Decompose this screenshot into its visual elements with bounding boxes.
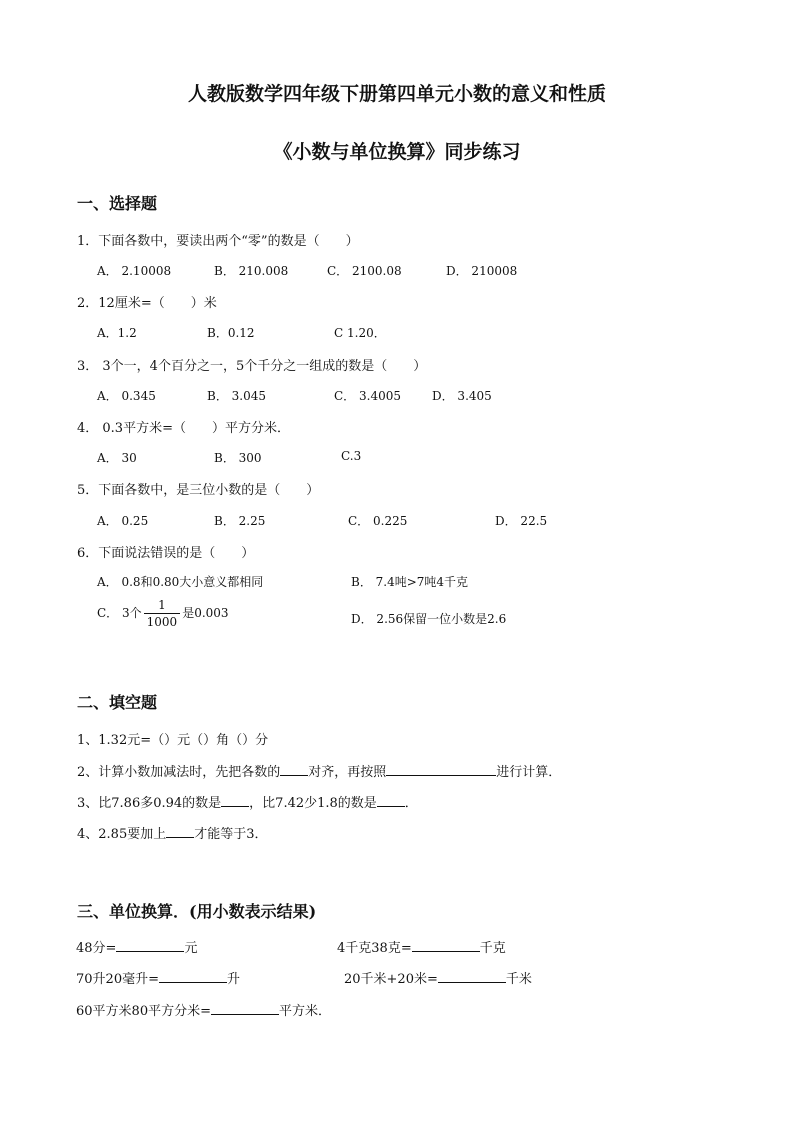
conversion-minutes-to-yuan xyxy=(76,937,197,956)
conversion-unit: 平方米． xyxy=(278,1004,331,1019)
q3-option-d: D． 3.405 xyxy=(432,389,492,403)
q6-option-d: D． 2.56保留一位小数是2.6 xyxy=(351,612,507,626)
answer-blank[interactable] xyxy=(159,970,227,983)
conversion-unit: 千克 xyxy=(479,941,506,956)
conversion-label: 20千米+20米= xyxy=(344,972,438,987)
answer-blank[interactable] xyxy=(438,970,506,983)
answer-blank[interactable] xyxy=(116,939,184,952)
conversion-label: 70升20毫升= xyxy=(76,972,159,987)
conversion-km-m xyxy=(344,968,532,987)
question-6-stem: 6．下面说法错误的是（ ） xyxy=(77,546,255,561)
q4-option-b: B． 300 xyxy=(214,451,262,465)
answer-blank[interactable] xyxy=(280,763,308,776)
question-5-stem: 5．下面各数中，是三位小数的是（ ） xyxy=(77,483,320,498)
q6-option-c-prefix: C． 3个 xyxy=(97,606,142,620)
q6-option-c-suffix: 是0.003 xyxy=(182,606,229,620)
question-3-stem: 3． 3个一，4个百分之一，5个千分之一组成的数是（ ） xyxy=(77,359,427,374)
question-2-stem: 2．12厘米=（ ）米 xyxy=(77,296,217,311)
conversion-unit: 升 xyxy=(226,972,240,987)
fill-question-3 xyxy=(77,792,418,811)
answer-blank[interactable] xyxy=(377,794,405,807)
fill-question-2-part-a: 2、计算小数加减法时，先把各数的 xyxy=(77,765,281,780)
conversion-unit: 千米 xyxy=(505,972,532,987)
fill-question-1: 1、1.32元=（）元（）角（）分 xyxy=(77,733,269,748)
conversion-label: 4千克38克= xyxy=(337,941,412,956)
fraction-numerator: 1 xyxy=(144,597,181,614)
q1-option-d: D． 210008 xyxy=(446,264,518,278)
fraction xyxy=(144,597,181,630)
conversion-kg-grams xyxy=(337,937,506,956)
fill-question-3-part-b: ，比7.42少1.8的数是 xyxy=(249,796,377,811)
q2-option-a: A．1.2 xyxy=(97,326,137,340)
answer-blank[interactable] xyxy=(412,939,480,952)
q1-option-c: C． 2100.08 xyxy=(327,264,402,278)
conversion-label: 60平方米80平方分米= xyxy=(76,1004,211,1019)
fill-question-3-part-c: ． xyxy=(404,796,418,811)
answer-blank[interactable] xyxy=(386,763,496,776)
fill-question-2-part-c: 进行计算． xyxy=(496,765,562,780)
question-1-stem: 1．下面各数中，要读出两个“零”的数是（ ） xyxy=(77,234,359,249)
section-heading-unit-conversion: 三、单位换算．(用小数表示结果) xyxy=(77,902,317,921)
q3-option-a: A． 0.345 xyxy=(97,389,156,403)
q1-option-a: A． 2.10008 xyxy=(97,264,172,278)
q5-option-d: D． 22.5 xyxy=(495,514,548,528)
fill-question-2-part-b: 对齐，再按照 xyxy=(308,765,387,780)
conversion-unit: 元 xyxy=(184,941,198,956)
answer-blank[interactable] xyxy=(221,794,249,807)
answer-blank[interactable] xyxy=(211,1002,279,1015)
q6-option-c xyxy=(97,597,229,630)
fraction-denominator: 1000 xyxy=(146,615,178,629)
q5-option-a: A． 0.25 xyxy=(97,514,149,528)
conversion-area xyxy=(76,1000,331,1019)
q3-option-b: B． 3.045 xyxy=(207,389,266,403)
conversion-liters-ml xyxy=(76,968,240,987)
q5-option-c: C． 0.225 xyxy=(348,514,408,528)
fill-question-3-part-a: 3、比7.86多0.94的数是 xyxy=(77,796,222,811)
conversion-label: 48分= xyxy=(76,941,117,956)
page-title: 人教版数学四年级下册第四单元小数的意义和性质 xyxy=(187,83,606,105)
q6-option-a: A． 0.8和0.80大小意义都相同 xyxy=(97,575,264,589)
q4-option-c: C.3 xyxy=(341,449,362,463)
section-heading-choice: 一、选择题 xyxy=(77,194,158,213)
question-4-stem: 4． 0.3平方米=（ ）平方分米． xyxy=(77,421,290,436)
q3-option-c: C． 3.4005 xyxy=(334,389,401,403)
q1-option-b: B． 210.008 xyxy=(214,264,289,278)
q2-option-c: C 1.20． xyxy=(334,326,386,340)
fill-question-4 xyxy=(77,823,268,842)
q5-option-b: B． 2.25 xyxy=(214,514,266,528)
q2-option-b: B．0.12 xyxy=(207,326,255,340)
fill-question-4-part-a: 4、2.85要加上 xyxy=(77,827,167,842)
q4-option-a: A． 30 xyxy=(97,451,137,465)
page-subtitle: 《小数与单位换算》同步练习 xyxy=(273,141,521,163)
q6-option-b: B． 7.4吨>7吨4千克 xyxy=(351,575,469,589)
answer-blank[interactable] xyxy=(166,825,194,838)
fill-question-4-part-b: 才能等于3． xyxy=(194,827,268,842)
fill-question-2 xyxy=(77,761,561,780)
section-heading-fill-in: 二、填空题 xyxy=(77,693,158,712)
